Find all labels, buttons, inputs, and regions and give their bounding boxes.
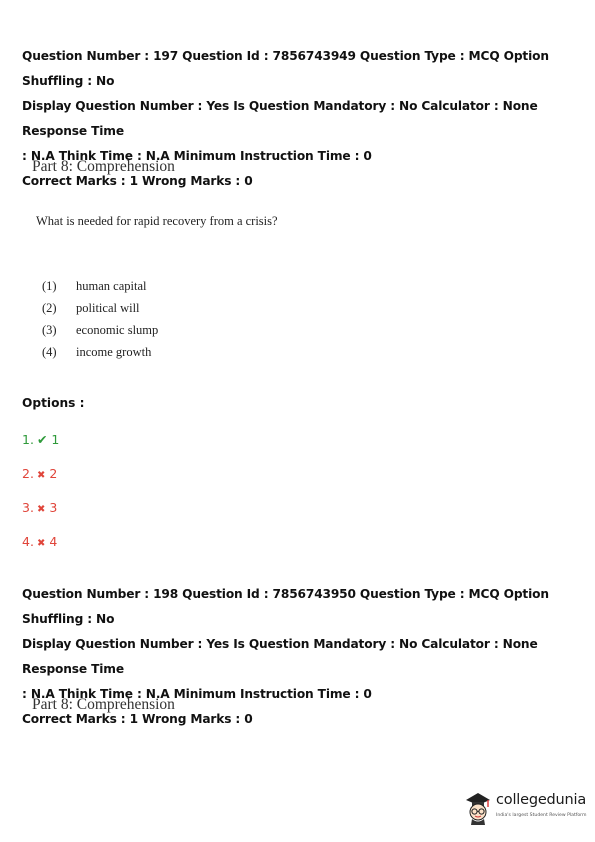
- metadata-line: : N.A Think Time : N.A Minimum Instruction Time : 0: [22, 687, 372, 701]
- option-prefix: 4.: [22, 534, 34, 549]
- part-heading: Part 8: Comprehension: [32, 696, 175, 713]
- option-4-wrong: [22, 534, 57, 549]
- metadata-line: Display Question Number : Yes Is Question Mandatory : No Calculator : None Response Time: [22, 99, 538, 138]
- answer-choices: [42, 279, 158, 367]
- option-value: 1: [51, 432, 60, 447]
- choice-3: [42, 323, 158, 345]
- metadata-line: Display Question Number : Yes Is Question Mandatory : No Calculator : None Response Time: [22, 637, 538, 676]
- choice-number: (2): [42, 301, 57, 315]
- choice-text: human capital: [76, 279, 147, 293]
- option-value: 3: [49, 500, 58, 515]
- question-text: What is needed for rapid recovery from a crisis?: [36, 214, 278, 228]
- part-heading: Part 8: Comprehension: [32, 158, 175, 175]
- options-heading: Options :: [22, 396, 85, 410]
- mascot-icon: [462, 788, 494, 826]
- logo-wordmark: collegedunia: [496, 792, 587, 808]
- option-prefix: 3.: [22, 500, 34, 515]
- option-value: 2: [49, 466, 58, 481]
- metadata-line: : N.A Think Time : N.A Minimum Instruction Time : 0: [22, 149, 372, 163]
- cross-icon: ✖: [36, 504, 46, 515]
- option-value: 4: [49, 534, 58, 549]
- option-prefix: 2.: [22, 466, 34, 481]
- metadata-line: Question Number : 197 Question Id : 7856743949 Question Type : MCQ Option Shuffling : No: [22, 49, 549, 88]
- option-prefix: 1.: [22, 432, 34, 447]
- option-1-correct: [22, 432, 59, 447]
- collegedunia-logo: [462, 786, 586, 826]
- option-3-wrong: [22, 500, 57, 515]
- logo-tagline: India's largest Student Review Platform: [496, 813, 587, 818]
- choice-4: [42, 345, 158, 367]
- choice-number: (3): [42, 323, 57, 337]
- marks-line: Correct Marks : 1 Wrong Marks : 0: [22, 712, 253, 726]
- checkmark-icon: ✔: [36, 432, 48, 447]
- choice-2: [42, 301, 158, 323]
- choice-number: (1): [42, 279, 57, 293]
- choice-text: economic slump: [76, 323, 159, 337]
- metadata-line: Question Number : 198 Question Id : 7856743950 Question Type : MCQ Option Shuffling : No: [22, 587, 549, 626]
- cross-icon: ✖: [36, 470, 46, 481]
- choice-1: [42, 279, 158, 301]
- choice-text: income growth: [76, 345, 152, 359]
- choice-text: political will: [76, 301, 140, 315]
- choice-number: (4): [42, 345, 57, 359]
- option-2-wrong: [22, 466, 57, 481]
- marks-line: Correct Marks : 1 Wrong Marks : 0: [22, 174, 253, 188]
- cross-icon: ✖: [36, 538, 46, 549]
